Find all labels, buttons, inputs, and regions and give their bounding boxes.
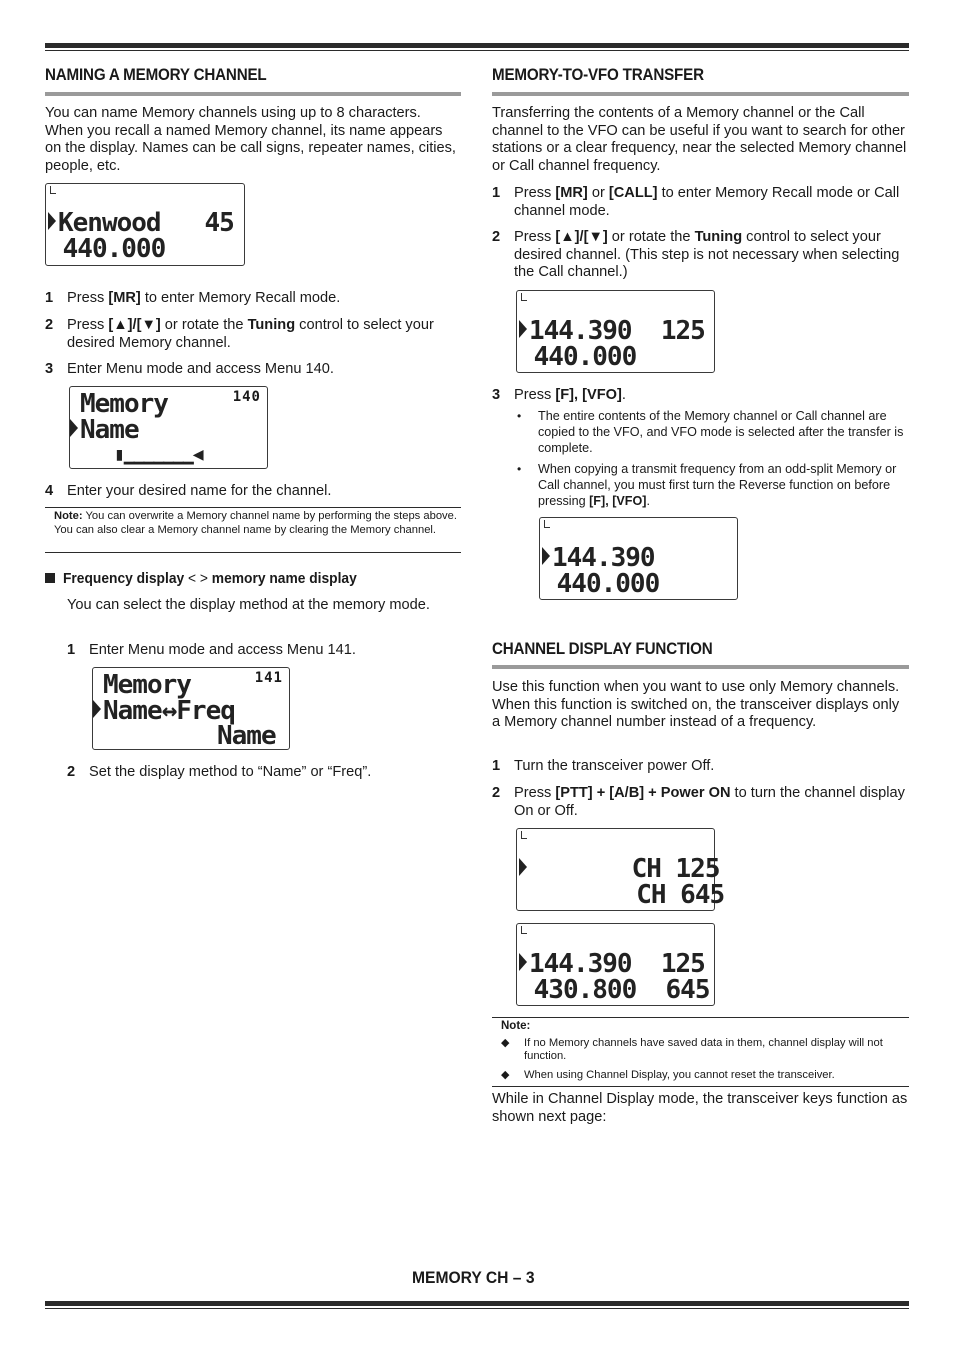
key-label: Tuning — [694, 229, 743, 245]
lcd-line-1: Memory — [80, 389, 168, 419]
naming-step-3 — [45, 361, 461, 379]
step-text: or rotate the — [160, 317, 248, 333]
cursor-triangle-icon — [519, 953, 527, 971]
diamond-bullet-icon: ◆ — [501, 1069, 510, 1081]
section-heading-channel-display: CHANNEL DISPLAY FUNCTION — [492, 640, 713, 658]
bullet-dot-icon: • — [517, 462, 522, 476]
lcd-l-indicator — [521, 831, 527, 839]
top-rule-thin — [45, 50, 909, 51]
step-number: 1 — [45, 290, 54, 306]
section-heading-naming: NAMING A MEMORY CHANNEL — [45, 66, 267, 84]
key-label: [MR] — [555, 185, 588, 201]
naming-note — [45, 507, 461, 553]
note-label: Note: — [54, 510, 83, 522]
note-text: You can overwrite a Memory channel name by performing the steps above. You can also clear a Memory channel name by clearing the Memory channel. — [54, 510, 457, 536]
key-label: [▲]/[▼] — [555, 229, 608, 245]
page-footer-title: MEMORY CH – 3 — [412, 1268, 535, 1287]
lcd-l-indicator — [50, 186, 56, 194]
lcd-display-channel-off — [516, 923, 715, 1006]
step-text: to turn the channel display On or Off. — [514, 785, 905, 819]
step-text: . — [621, 387, 626, 403]
cursor-triangle-icon — [519, 320, 527, 338]
transfer-bullet-1 — [492, 408, 909, 458]
chdisp-note — [492, 1017, 909, 1087]
step-number: 2 — [67, 764, 76, 780]
step-number: 2 — [492, 229, 501, 245]
step-text: Set the display method to “Name” or “Freq”. — [89, 764, 372, 780]
transfer-step-2 — [492, 229, 909, 283]
transfer-intro: Transferring the contents of a Memory channel or the Call channel to the VFO can be useful if you want to search for other stations or a clear frequency, near the selected Memory channel or Call channel frequency. — [492, 105, 907, 174]
lcd-text: Name↔Freq — [103, 696, 235, 726]
lcd-text: 144.390 — [552, 543, 655, 573]
cursor-triangle-icon — [93, 700, 101, 718]
bottom-rule — [45, 1301, 909, 1306]
chdisp-step-1 — [492, 758, 909, 776]
diamond-bullet-icon: ◆ — [501, 1037, 510, 1049]
step-text: Enter your desired name for the channel. — [67, 483, 332, 499]
lcd-line-3: ▮▁▁▁▁▁▁▁◀ — [114, 444, 203, 465]
lcd-display-menu-141 — [92, 667, 290, 750]
transfer-bullet-2 — [492, 461, 909, 511]
step-text: control to select your desired Memory channel. — [67, 317, 434, 351]
bullet-text: . — [646, 494, 650, 508]
lcd-line-1 — [519, 856, 720, 882]
step-text: or rotate the — [607, 229, 695, 245]
key-label: [MR] — [108, 290, 141, 306]
step-number: 2 — [492, 785, 501, 801]
lcd-l-indicator — [521, 926, 527, 934]
lcd-line-2 — [70, 417, 139, 443]
heading-rule — [492, 92, 909, 96]
step-text: Press — [514, 185, 556, 201]
lcd-display-vfo — [539, 517, 738, 600]
lcd-line-1 — [48, 210, 234, 236]
key-label: [F], [VFO] — [589, 494, 647, 508]
note-label: Note: — [501, 1020, 531, 1032]
naming-intro: You can name Memory channels using up to 8 characters. When you recall a named Memory channel, its name appears on the display. Names can be call signs, repeater names, cities, people, etc. — [45, 105, 456, 174]
key-label: Tuning — [247, 317, 296, 333]
lcd-line-2: 440.000 — [48, 234, 166, 264]
transfer-step-1 — [492, 185, 909, 221]
heading-rule — [492, 665, 909, 669]
cursor-triangle-icon — [542, 547, 550, 565]
lcd-display-menu-140 — [69, 386, 268, 469]
naming-step-4 — [45, 483, 461, 501]
step-text: Press — [514, 387, 556, 403]
transfer-step-3 — [492, 387, 909, 405]
step-number: 1 — [492, 758, 501, 774]
chdisp-step-2 — [492, 785, 909, 821]
step-text: to enter Memory Recall mode. — [140, 290, 341, 306]
lcd-display-kenwood — [45, 183, 245, 266]
square-bullet-icon — [45, 573, 55, 583]
bullet-text: The entire contents of the Memory channel or Call channel are copied to the VFO, and VFO mode is selected after the transfer is complete. — [538, 409, 904, 455]
step-text: Enter Menu mode and access Menu 140. — [67, 361, 334, 377]
step-text: Press — [514, 785, 556, 801]
lcd-line-2: CH 645 — [519, 880, 725, 910]
freq-step-1 — [67, 642, 461, 660]
step-text: Press — [514, 229, 556, 245]
key-label: [CALL] — [608, 185, 658, 201]
subheading-text: < > — [184, 570, 212, 587]
step-number: 3 — [45, 361, 54, 377]
lcd-menu-number: 140 — [232, 389, 261, 405]
naming-step-1 — [45, 290, 461, 308]
lcd-l-indicator — [521, 293, 527, 301]
lcd-menu-number: 141 — [254, 670, 283, 686]
section-heading-transfer: MEMORY-TO-VFO TRANSFER — [492, 66, 704, 84]
lcd-display-channel-on — [516, 828, 725, 911]
cursor-triangle-icon — [70, 419, 78, 437]
step-text: or — [587, 185, 609, 201]
lcd-line-1: Memory — [103, 670, 191, 700]
chdisp-closing: While in Channel Display mode, the transceiver keys function as shown next page: — [492, 1091, 908, 1125]
step-text: Enter Menu mode and access Menu 141. — [89, 642, 356, 658]
step-number: 3 — [492, 387, 501, 403]
note-text: If no Memory channels have saved data in them, channel display will not function. — [524, 1037, 883, 1062]
step-text: control to select your desired channel. (This step is not necessary when selecting the Call channel.) — [514, 229, 900, 280]
lcd-line-2: 440.000 — [542, 569, 660, 599]
chdisp-intro: Use this function when you want to use only Memory channels. When this function is switched on, the transceiver displays only a Memory channel number instead of a frequency. — [492, 679, 900, 730]
lcd-text: 144.390 125 — [529, 316, 705, 346]
lcd-line-1 — [519, 951, 705, 977]
step-number: 2 — [45, 317, 54, 333]
step-number: 1 — [492, 185, 501, 201]
lcd-line-2: 430.800 645 — [519, 975, 710, 1005]
step-number: 4 — [45, 483, 54, 499]
lcd-text: 144.390 125 — [529, 949, 705, 979]
heading-rule — [45, 92, 461, 96]
note-text: When using Channel Display, you cannot reset the transceiver. — [524, 1069, 835, 1081]
step-text: to enter Memory Recall mode or Call channel mode. — [514, 185, 900, 219]
subheading-text: Frequency display — [63, 570, 185, 587]
top-rule — [45, 43, 909, 48]
lcd-line-1 — [542, 545, 655, 571]
bullet-text: When copying a transmit frequency from an odd-split Memory or Call channel, you must first turn the Reverse function on before pressing — [538, 462, 897, 508]
key-label: [▲]/[▼] — [108, 317, 161, 333]
freq-subheading — [45, 570, 461, 587]
step-text: Turn the transceiver power Off. — [514, 758, 715, 774]
key-label: [PTT] + [A/B] + Power ON — [555, 785, 731, 801]
bullet-dot-icon: • — [517, 409, 522, 423]
lcd-display-memory-recall — [516, 290, 715, 373]
lcd-line-2 — [93, 698, 235, 724]
freq-intro: You can select the display method at the memory mode. — [67, 597, 430, 613]
naming-step-2 — [45, 317, 461, 353]
lcd-line-2: 440.000 — [519, 342, 637, 372]
lcd-text: CH 125 — [529, 854, 720, 884]
step-text: Press — [67, 290, 109, 306]
lcd-line-1 — [519, 318, 705, 344]
cursor-triangle-icon — [519, 858, 527, 876]
freq-step-2 — [67, 764, 461, 782]
lcd-line-3: Name — [217, 721, 276, 751]
cursor-triangle-icon — [48, 212, 56, 230]
bottom-rule-thin — [45, 1308, 909, 1309]
step-text: Press — [67, 317, 109, 333]
lcd-l-indicator — [544, 520, 550, 528]
key-label: [F], [VFO] — [555, 387, 622, 403]
lcd-text: Name — [80, 415, 139, 445]
subheading-text: memory name display — [211, 570, 357, 587]
lcd-text: Kenwood 45 — [58, 208, 234, 238]
step-number: 1 — [67, 642, 76, 658]
